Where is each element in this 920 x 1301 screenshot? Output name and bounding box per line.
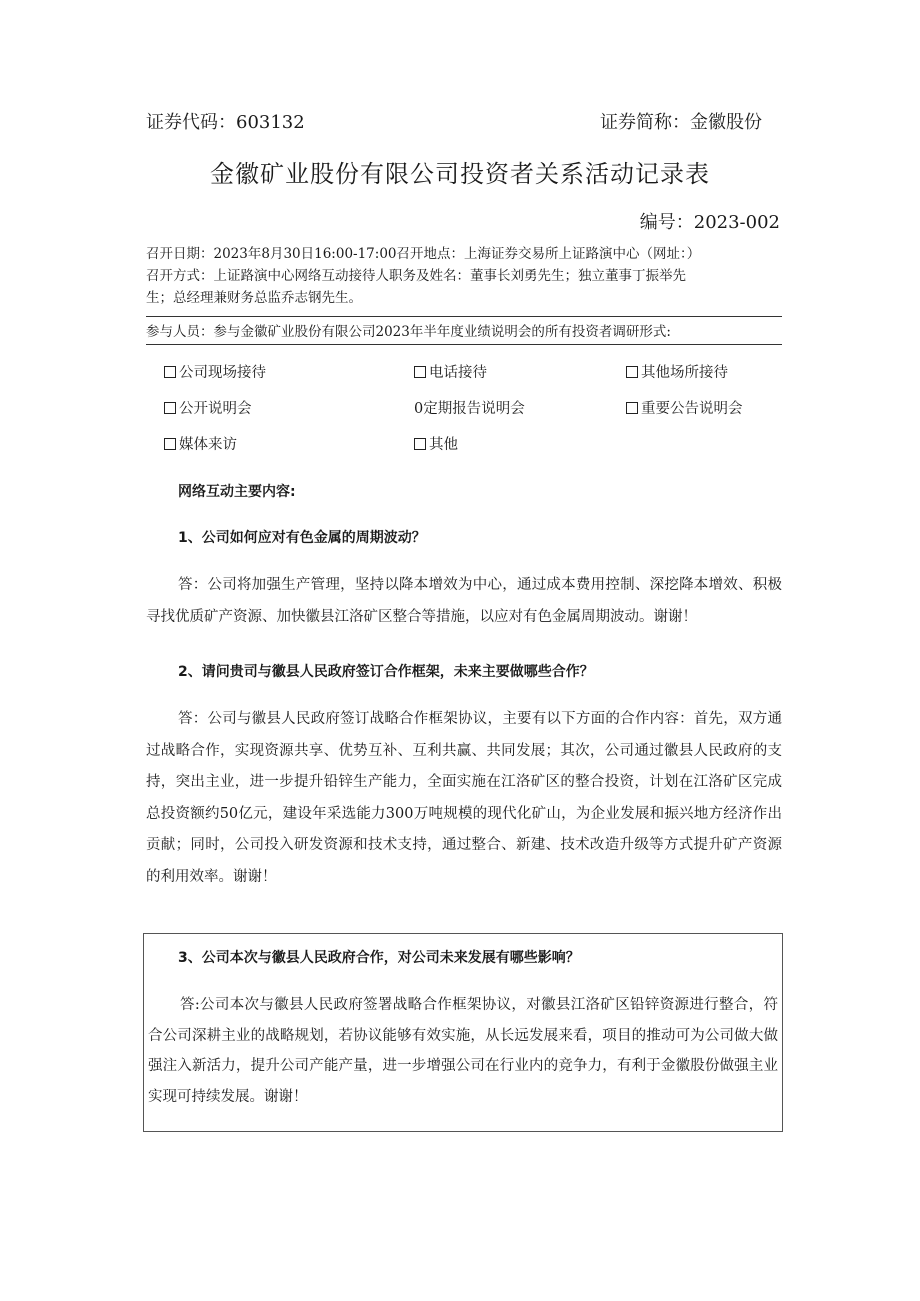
page-title: 金徽矿业股份有限公司投资者关系活动记录表 [210, 160, 710, 188]
checkbox-media-visit[interactable]: 媒体来访 [164, 433, 237, 454]
meeting-method-line-cont: 生；总经理兼财务总监乔志钢先生。 [146, 290, 362, 306]
question-1: 1、公司如何应对有色金属的周期波动？ [178, 530, 426, 546]
divider-bottom [146, 344, 782, 345]
meeting-date-location: 召开日期：2023年8月30日16:00-17:00召开地点：上海证券交易所上证路演中心（网址：） [146, 246, 701, 262]
checkbox-onsite[interactable]: 公司现场接待 [164, 361, 266, 382]
answer-3: 答:公司本次与徽县人民政府签署战略合作框架协议，对徽县江洛矿区铅锌资源进行整合，符合公司深耕主业的战略规划，若协议能够有效实施，从长远发展来看，项目的推动可为公司做大做强注入新活力，提升公司产能产量，进一步增强公司在行业内的竞争力，有利于金徽股份做强主业实现可持续发展。谢谢！ [148, 997, 778, 1105]
serial-number: 编号：2023-002 [639, 212, 780, 233]
security-code: 证券代码：603132 [146, 112, 305, 133]
checkbox-other-venue[interactable]: 其他场所接待 [626, 361, 728, 382]
security-short-name: 证券简称：金徽股份 [600, 112, 762, 133]
checkbox-icon [414, 366, 426, 378]
checkbox-major-announcement[interactable]: 重要公告说明会 [626, 397, 743, 418]
checkbox-icon [164, 438, 176, 450]
question-2: 2、请问贵司与徽县人民政府签订合作框架，未来主要做哪些合作？ [178, 664, 594, 680]
meeting-method-line: 召开方式：上证路演中心网络互动接待人职务及姓名：董事长刘勇先生；独立董事丁振举先 [146, 268, 686, 284]
section-title: 网络互动主要内容: [178, 484, 296, 500]
participants-line: 参与人员：参与金徽矿业股份有限公司2023年半年度业绩说明会的所有投资者调研形式: [146, 324, 671, 340]
checkbox-icon [164, 402, 176, 414]
checkbox-icon [164, 366, 176, 378]
option-periodic-report-briefing[interactable]: 0定期报告说明会 [414, 401, 525, 417]
checkbox-public-briefing[interactable]: 公开说明会 [164, 397, 252, 418]
answer-2: 答：公司与徽县人民政府签订战略合作框架协议，主要有以下方面的合作内容：首先，双方通过战略合作，实现资源共享、优势互补、互利共赢、共同发展；其次，公司通过徽县人民政府的支持，突出主业，进一步提升铅锌生产能力，全面实施在江洛矿区的整合投资，计划在江洛矿区完成总投资额约50亿元，建设年采选能力300万吨规模的现代化矿山，为企业发展和振兴地方经济作出贡献；同时，公司投入研发资源和技术支持，通过整合、新建、技术改造升级等方式提升矿产资源的利用效率。谢谢！ [146, 711, 782, 885]
checkbox-icon [414, 438, 426, 450]
checkbox-phone[interactable]: 电话接待 [414, 361, 487, 382]
checkbox-icon [626, 366, 638, 378]
checkbox-other[interactable]: 其他 [414, 433, 458, 454]
divider-top [146, 316, 782, 317]
answer-1: 答：公司将加强生产管理，坚持以降本增效为中心，通过成本费用控制、深挖降本增效、积极寻找优质矿产资源、加快徽县江洛矿区整合等措施，以应对有色金属周期波动。谢谢！ [146, 577, 782, 625]
question-3: 3、公司本次与徽县人民政府合作，对公司未来发展有哪些影响？ [178, 950, 580, 966]
checkbox-icon [626, 402, 638, 414]
